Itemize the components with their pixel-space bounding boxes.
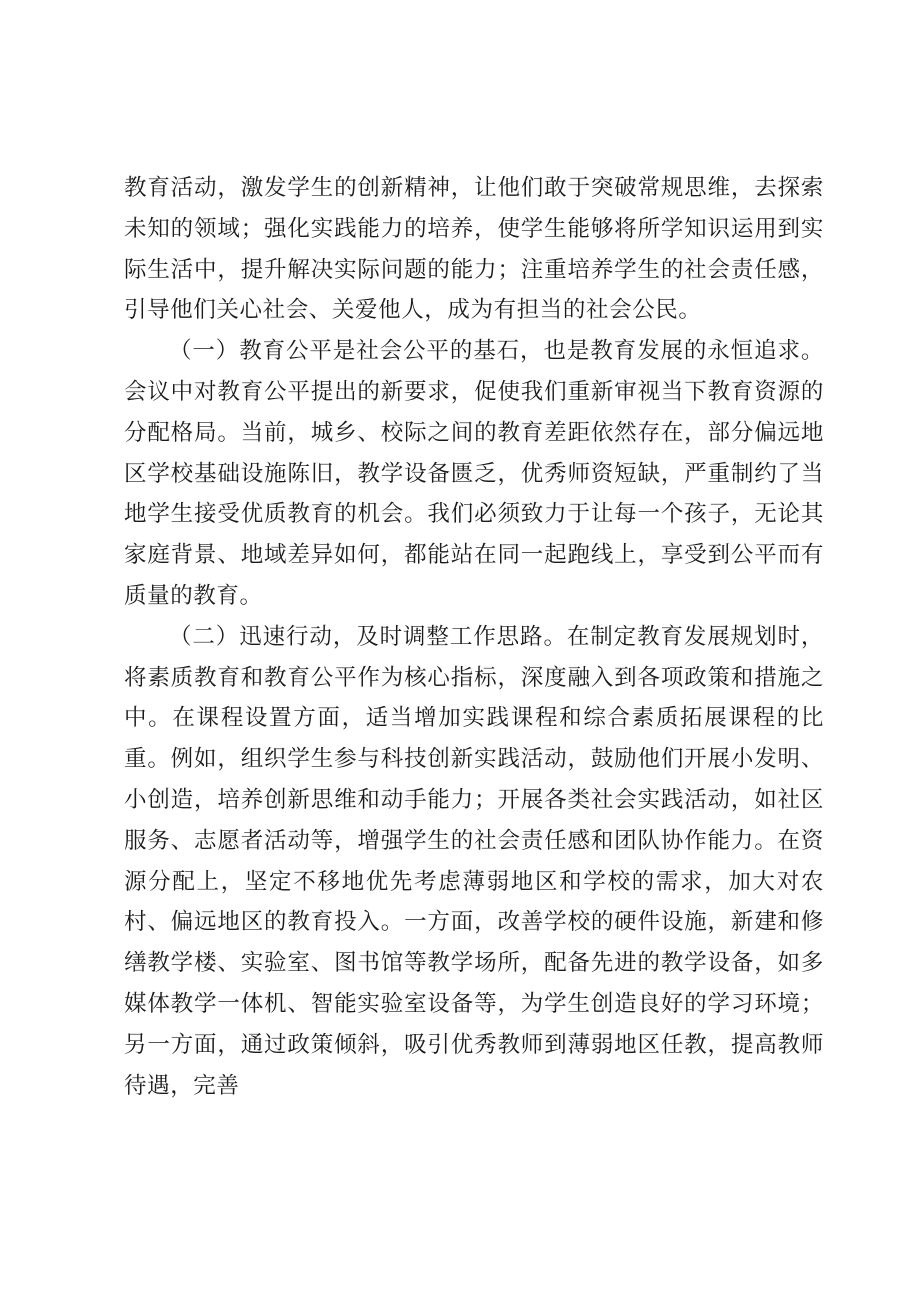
paragraph-continuation: 教育活动，激发学生的创新精神，让他们敢于突破常规思维，去探索未知的领域；强化实践能力的培养，使学生能够将所学知识运用到实际生活中，提升解决实际问题的能力；注重培养学生的社会责任感，引导他们关心社会、关爱他人，成为有担当的社会公民。 [124, 175, 824, 324]
document-body [124, 168, 824, 1106]
paragraph-education-equity: （一）教育公平是社会公平的基石，也是教育发展的永恒追求。会议中对教育公平提出的新要求，促使我们重新审视当下教育资源的分配格局。当前，城乡、校际之间的教育差距依然存在，部分偏远地区学校基础设施陈旧，教学设备匮乏，优秀师资短缺，严重制约了当地学生接受优质教育的机会。我们必须致力于让每一个孩子，无论其家庭背景、地域差异如何，都能站在同一起跑线上，享受到公平而有质量的教育。 [124, 338, 824, 609]
paragraph-action-plan: （二）迅速行动，及时调整工作思路。在制定教育发展规划时，将素质教育和教育公平作为核心指标，深度融入到各项政策和措施之中。在课程设置方面，适当增加实践课程和综合素质拓展课程的比重。例如，组织学生参与科技创新实践活动，鼓励他们开展小发明、小创造，培养创新思维和动手能力；开展各类社会实践活动，如社区服务、志愿者活动等，增强学生的社会责任感和团队协作能力。在资源分配上，坚定不移地优先考虑薄弱地区和学校的需求，加大对农村、偏远地区的教育投入。一方面，改善学校的硬件设施，新建和修缮教学楼、实验室、图书馆等教学场所，配备先进的教学设备，如多媒体教学一体机、智能实验室设备等，为学生创造良好的学习环境；另一方面，通过政策倾斜，吸引优秀教师到薄弱地区任教，提高教师待遇，完善 [124, 623, 824, 1099]
